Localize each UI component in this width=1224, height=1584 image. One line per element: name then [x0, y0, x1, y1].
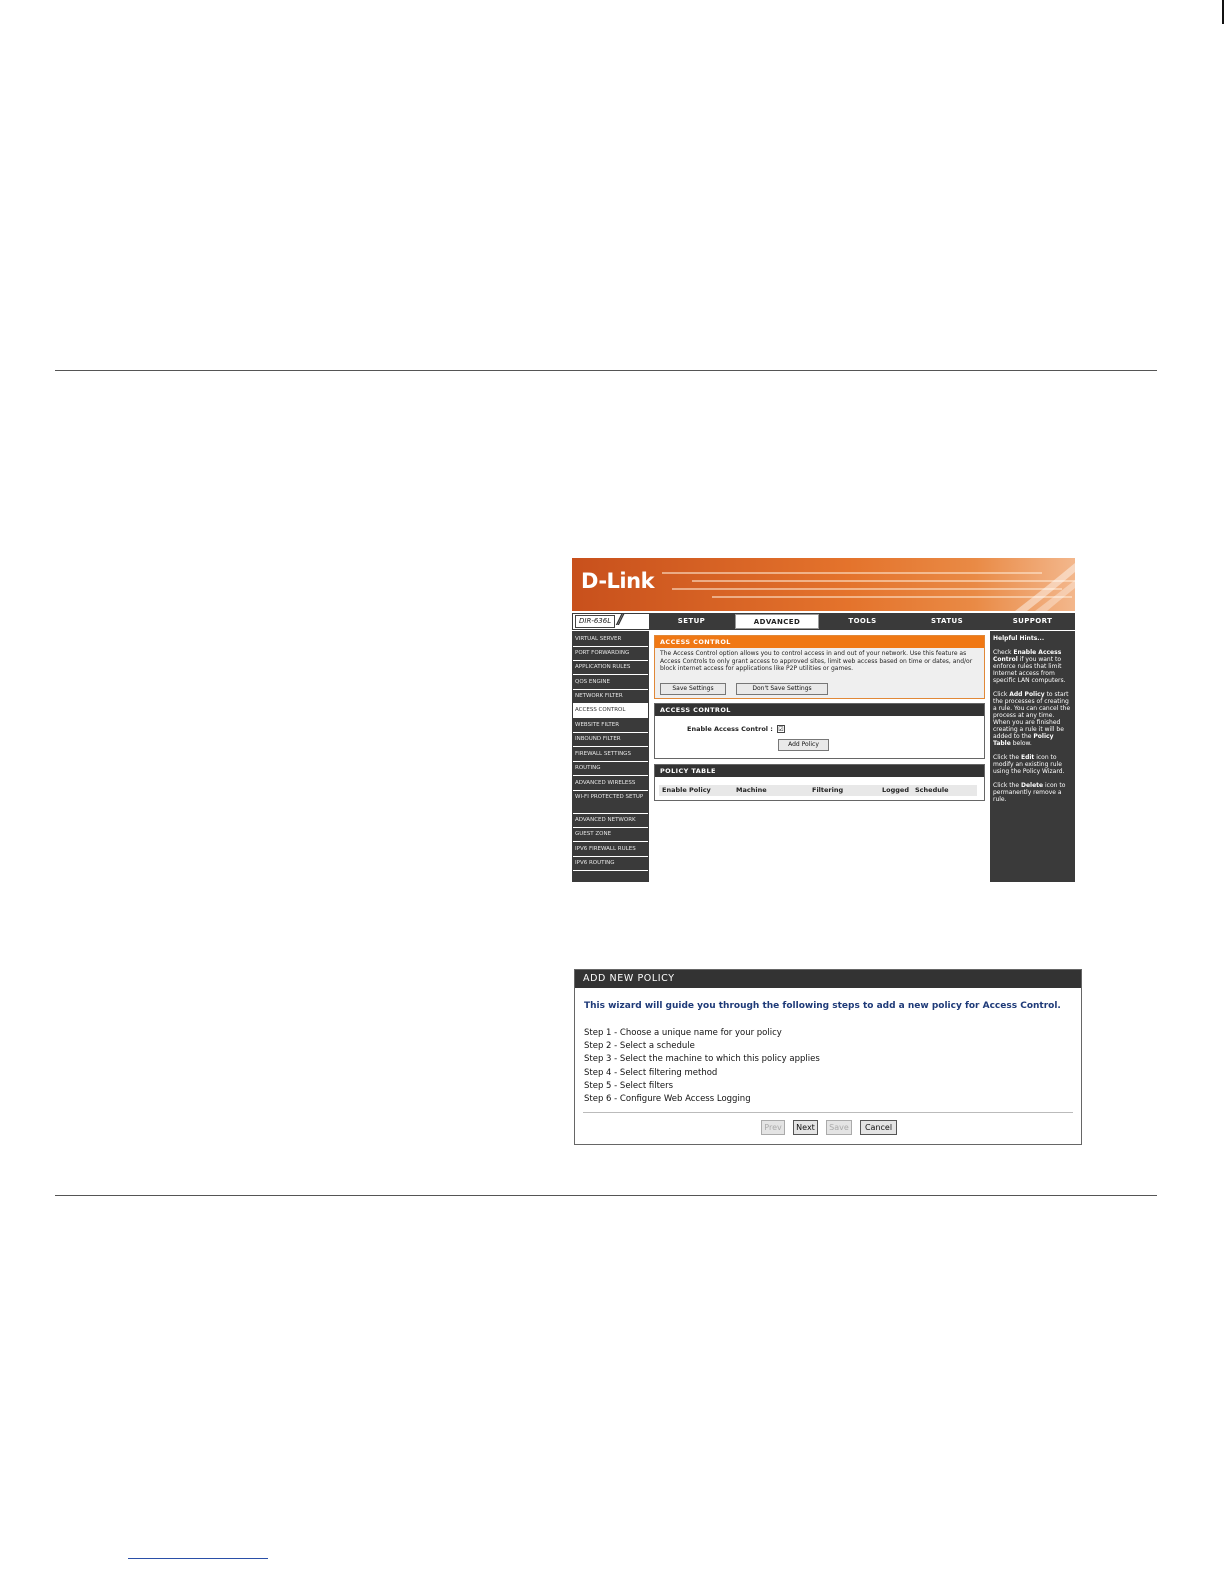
tab-setup[interactable]: SETUP [650, 614, 733, 629]
wizard-step: Step 2 - Select a schedule [584, 1041, 695, 1052]
wizard-step: Step 6 - Configure Web Access Logging [584, 1094, 751, 1105]
footer-rule [55, 1195, 1157, 1196]
access-control-section [654, 703, 985, 759]
wizard-step: Step 4 - Select filtering method [584, 1067, 718, 1078]
hint-4 [993, 782, 1072, 803]
save-settings-button[interactable]: Save Settings [660, 683, 726, 695]
hints-title: Helpful Hints... [993, 635, 1045, 642]
banner-swoosh-icon [1005, 558, 1075, 611]
hint-3 [993, 754, 1072, 775]
hint-text: icon to permanently remove a rule. [993, 782, 1066, 803]
wizard-step: Step 1 - Choose a unique name for your policy [584, 1028, 782, 1038]
column-machine: Machine [736, 786, 767, 794]
sidebar-item-network-filter[interactable]: NETWORK FILTER [573, 690, 648, 704]
dont-save-settings-button[interactable]: Don't Save Settings [736, 683, 828, 695]
sidebar-item-wps[interactable]: WI-FI PROTECTED SETUP [573, 791, 648, 814]
hint-text: Click the [993, 782, 1021, 789]
add-policy-button[interactable]: Add Policy [778, 739, 829, 751]
tab-status[interactable]: STATUS [906, 614, 988, 629]
sidebar-item-application-rules[interactable]: APPLICATION RULES [573, 661, 648, 675]
hint-bold: Edit [1020, 754, 1035, 761]
dlink-banner [572, 558, 1075, 611]
sidebar-item-firewall-settings[interactable]: FIREWALL SETTINGS [573, 748, 648, 762]
header-rule [55, 370, 1157, 371]
sidebar [572, 631, 649, 882]
model-label [573, 614, 649, 629]
column-filtering: Filtering [812, 786, 844, 794]
hint-1 [993, 649, 1072, 684]
sidebar-item-ipv6-routing[interactable]: IPV6 ROUTING [573, 857, 648, 871]
sidebar-item-virtual-server[interactable]: VIRTUAL SERVER [573, 633, 648, 647]
wizard-divider [583, 1112, 1073, 1113]
hint-text: to start the processes of creating a rule. You can cancel the process at any time. When you are finished creating a rule it will be added to the [993, 691, 1071, 740]
enable-access-control-checkbox[interactable]: ☑ [778, 726, 784, 733]
banner-streak [672, 588, 1062, 590]
footer-link-underline [128, 1558, 268, 1559]
helpful-hints-panel [990, 631, 1075, 882]
hint-text: below. [1010, 740, 1032, 747]
hint-bold: Delete [1020, 782, 1044, 789]
hint-text: Click [993, 691, 1010, 698]
hint-2 [993, 691, 1072, 747]
hint-text: icon to modify an existing rule using the Policy Wizard. [993, 754, 1065, 775]
sidebar-item-advanced-wireless[interactable]: ADVANCED WIRELESS [573, 777, 648, 791]
column-enable-policy: Enable Policy [662, 786, 711, 794]
hint-bold: Policy Table [993, 733, 1054, 747]
model-name: DIR-636L [575, 615, 615, 628]
policy-table-header [659, 785, 977, 796]
hint-text: Click the [993, 754, 1021, 761]
model-slash-icon: // [617, 613, 621, 628]
prev-button[interactable]: Prev [761, 1120, 785, 1135]
intro-description: The Access Control option allows you to control access in and out of your network. Use this feature as Access Controls to only grant access to approved sites, limit web access based on time or dates, and/or block internet access for applications like P2P utilities or games. [660, 650, 973, 672]
wizard-step: Step 5 - Select filters [584, 1080, 674, 1091]
sidebar-item-ipv6-firewall-rules[interactable]: IPV6 FIREWALL RULES [573, 843, 648, 857]
sidebar-item-inbound-filter[interactable]: INBOUND FILTER [573, 733, 648, 747]
tab-support[interactable]: SUPPORT [990, 614, 1075, 629]
next-button[interactable]: Next [793, 1120, 818, 1135]
wizard-intro: This wizard will guide you through the following steps to add a new policy for Access Control. [584, 1001, 1061, 1011]
add-new-policy-screenshot [574, 969, 1082, 1145]
tab-advanced[interactable]: ADVANCED [735, 614, 819, 629]
wizard-steps [584, 1027, 820, 1106]
sidebar-item-access-control[interactable]: ACCESS CONTROL [573, 704, 648, 718]
column-schedule: Schedule [915, 786, 949, 794]
access-control-screenshot [572, 558, 1075, 882]
sidebar-item-port-forwarding[interactable]: PORT FORWARDING [573, 647, 648, 661]
hint-bold: Add Policy [1009, 691, 1045, 698]
add-new-policy-title: ADD NEW POLICY [575, 970, 1081, 988]
sidebar-item-routing[interactable]: ROUTING [573, 762, 648, 776]
hint-text: if you want to enforce rules that limit Internet access from specific LAN computers. [993, 656, 1066, 684]
sidebar-item-website-filter[interactable]: WEBSITE FILTER [573, 719, 648, 733]
dlink-logo: D-Link [581, 569, 655, 593]
column-logged: Logged [882, 786, 909, 794]
hint-bold: Enable Access Control [993, 649, 1062, 663]
cancel-button[interactable]: Cancel [860, 1120, 897, 1135]
tab-tools[interactable]: TOOLS [821, 614, 904, 629]
policy-table-section [654, 764, 985, 801]
sidebar-item-qos-engine[interactable]: QOS ENGINE [573, 676, 648, 690]
wizard-step: Step 3 - Select the machine to which this policy applies [584, 1054, 820, 1065]
enable-access-control-label: Enable Access Control : [687, 725, 773, 733]
access-control-title: ACCESS CONTROL [655, 704, 984, 716]
sidebar-item-advanced-network[interactable]: ADVANCED NETWORK [573, 814, 648, 828]
sidebar-item-guest-zone[interactable]: GUEST ZONE [573, 828, 648, 842]
intro-title: ACCESS CONTROL [655, 636, 984, 648]
save-button[interactable]: Save [826, 1120, 852, 1135]
banner-streak [662, 572, 1042, 574]
policy-table-title: POLICY TABLE [655, 765, 984, 777]
access-control-intro [654, 635, 985, 699]
hint-text: Check [993, 649, 1014, 656]
